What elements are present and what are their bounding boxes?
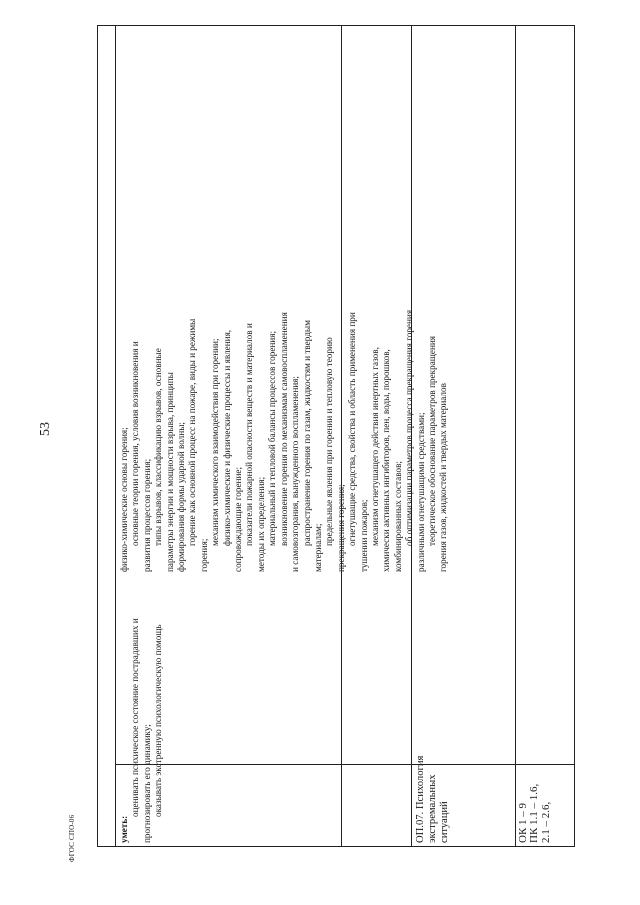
content-line: механизм огнетушащего действия инертных газов, [369, 347, 380, 546]
content-line: физико-химические и физические процессы и явления, [221, 329, 232, 546]
content-line: показатели пожарной опасности веществ и материалов и [244, 323, 255, 546]
content-line: развития процессов горения; [141, 458, 152, 572]
content-line: основные теории горения, условия возникновения и [130, 341, 141, 546]
discipline-code-line: экстремальных [427, 774, 439, 843]
upper-content-cell [119, 310, 450, 572]
curriculum-table [97, 25, 575, 847]
content-line: и самовозгорания, вынужденного воспламенения; [290, 376, 301, 572]
discipline-code-line: ОП.07. Психология [415, 755, 426, 843]
competency-line: ПК 1.1 – 1.6, [528, 783, 541, 843]
content-line: материальный и тепловой балансы процессов горения; [267, 330, 278, 546]
content-line: типы взрывов, классификацию взрывов, основные [153, 348, 164, 546]
lower-content-cell [119, 618, 165, 843]
page-number: 53 [38, 422, 53, 436]
content-line: материалам; [312, 523, 323, 572]
column-divider [115, 25, 116, 847]
content-line: методы их определения; [255, 476, 266, 572]
content-line: огнетушащие средства, свойства и область применения при [347, 312, 358, 546]
content-line: горения; [198, 538, 209, 572]
content-line: горение как основной процесс на пожаре, виды и режимы [187, 318, 198, 546]
content-line: прогнозировать его динамику; [141, 724, 152, 843]
content-line: теоретическое обоснование параметров прекращения [426, 336, 437, 546]
content-line: оценивать психическое состояние пострадавших и [130, 618, 141, 817]
content-line: уметь: [119, 815, 129, 843]
content-line: механизм химического взаимодействия при горении; [210, 338, 221, 546]
content-line: комбинированных составов; [392, 461, 403, 572]
column-divider [515, 25, 516, 847]
content-line: физико-химические основы горения; [119, 427, 129, 572]
discipline-code-cell [415, 756, 452, 843]
content-line: оказывать экстренную психологическую помощь [153, 624, 164, 817]
content-line: тушении пожаров; [358, 499, 369, 572]
content-line: распространение горения по газам, жидкостям и твердым [301, 320, 312, 546]
competency-line: 2.1 – 2.6, [539, 801, 552, 843]
row-divider [115, 764, 575, 765]
content-line: предельные явления при горении и тепловую теорию [324, 337, 335, 546]
content-line: возникновение горения по механизмам самовоспламенения [278, 312, 289, 546]
footer-code: ФГОС СПО-06 [68, 814, 76, 862]
content-line: параметры энергии и мощности взрыва, принципы [164, 372, 175, 572]
content-line: различными огнетушащими средствами; [415, 412, 426, 572]
content-line: горения газов, жидкостей и твердых материалов [438, 383, 449, 572]
competency-line: ОК 1 – 9 [517, 802, 529, 843]
content-line: химически активных ингибиторов, пен, воды, порошков, [381, 349, 392, 572]
content-line: прекращения горения; [335, 484, 346, 572]
content-line: формирования формы ударной волны; [176, 422, 187, 572]
competencies-cell [518, 784, 552, 843]
content-line: сопровождающие горение; [233, 466, 244, 572]
content-line: об оптимизации параметров процесса прекращения горения [404, 309, 415, 546]
discipline-code-line: ситуаций [439, 801, 451, 843]
